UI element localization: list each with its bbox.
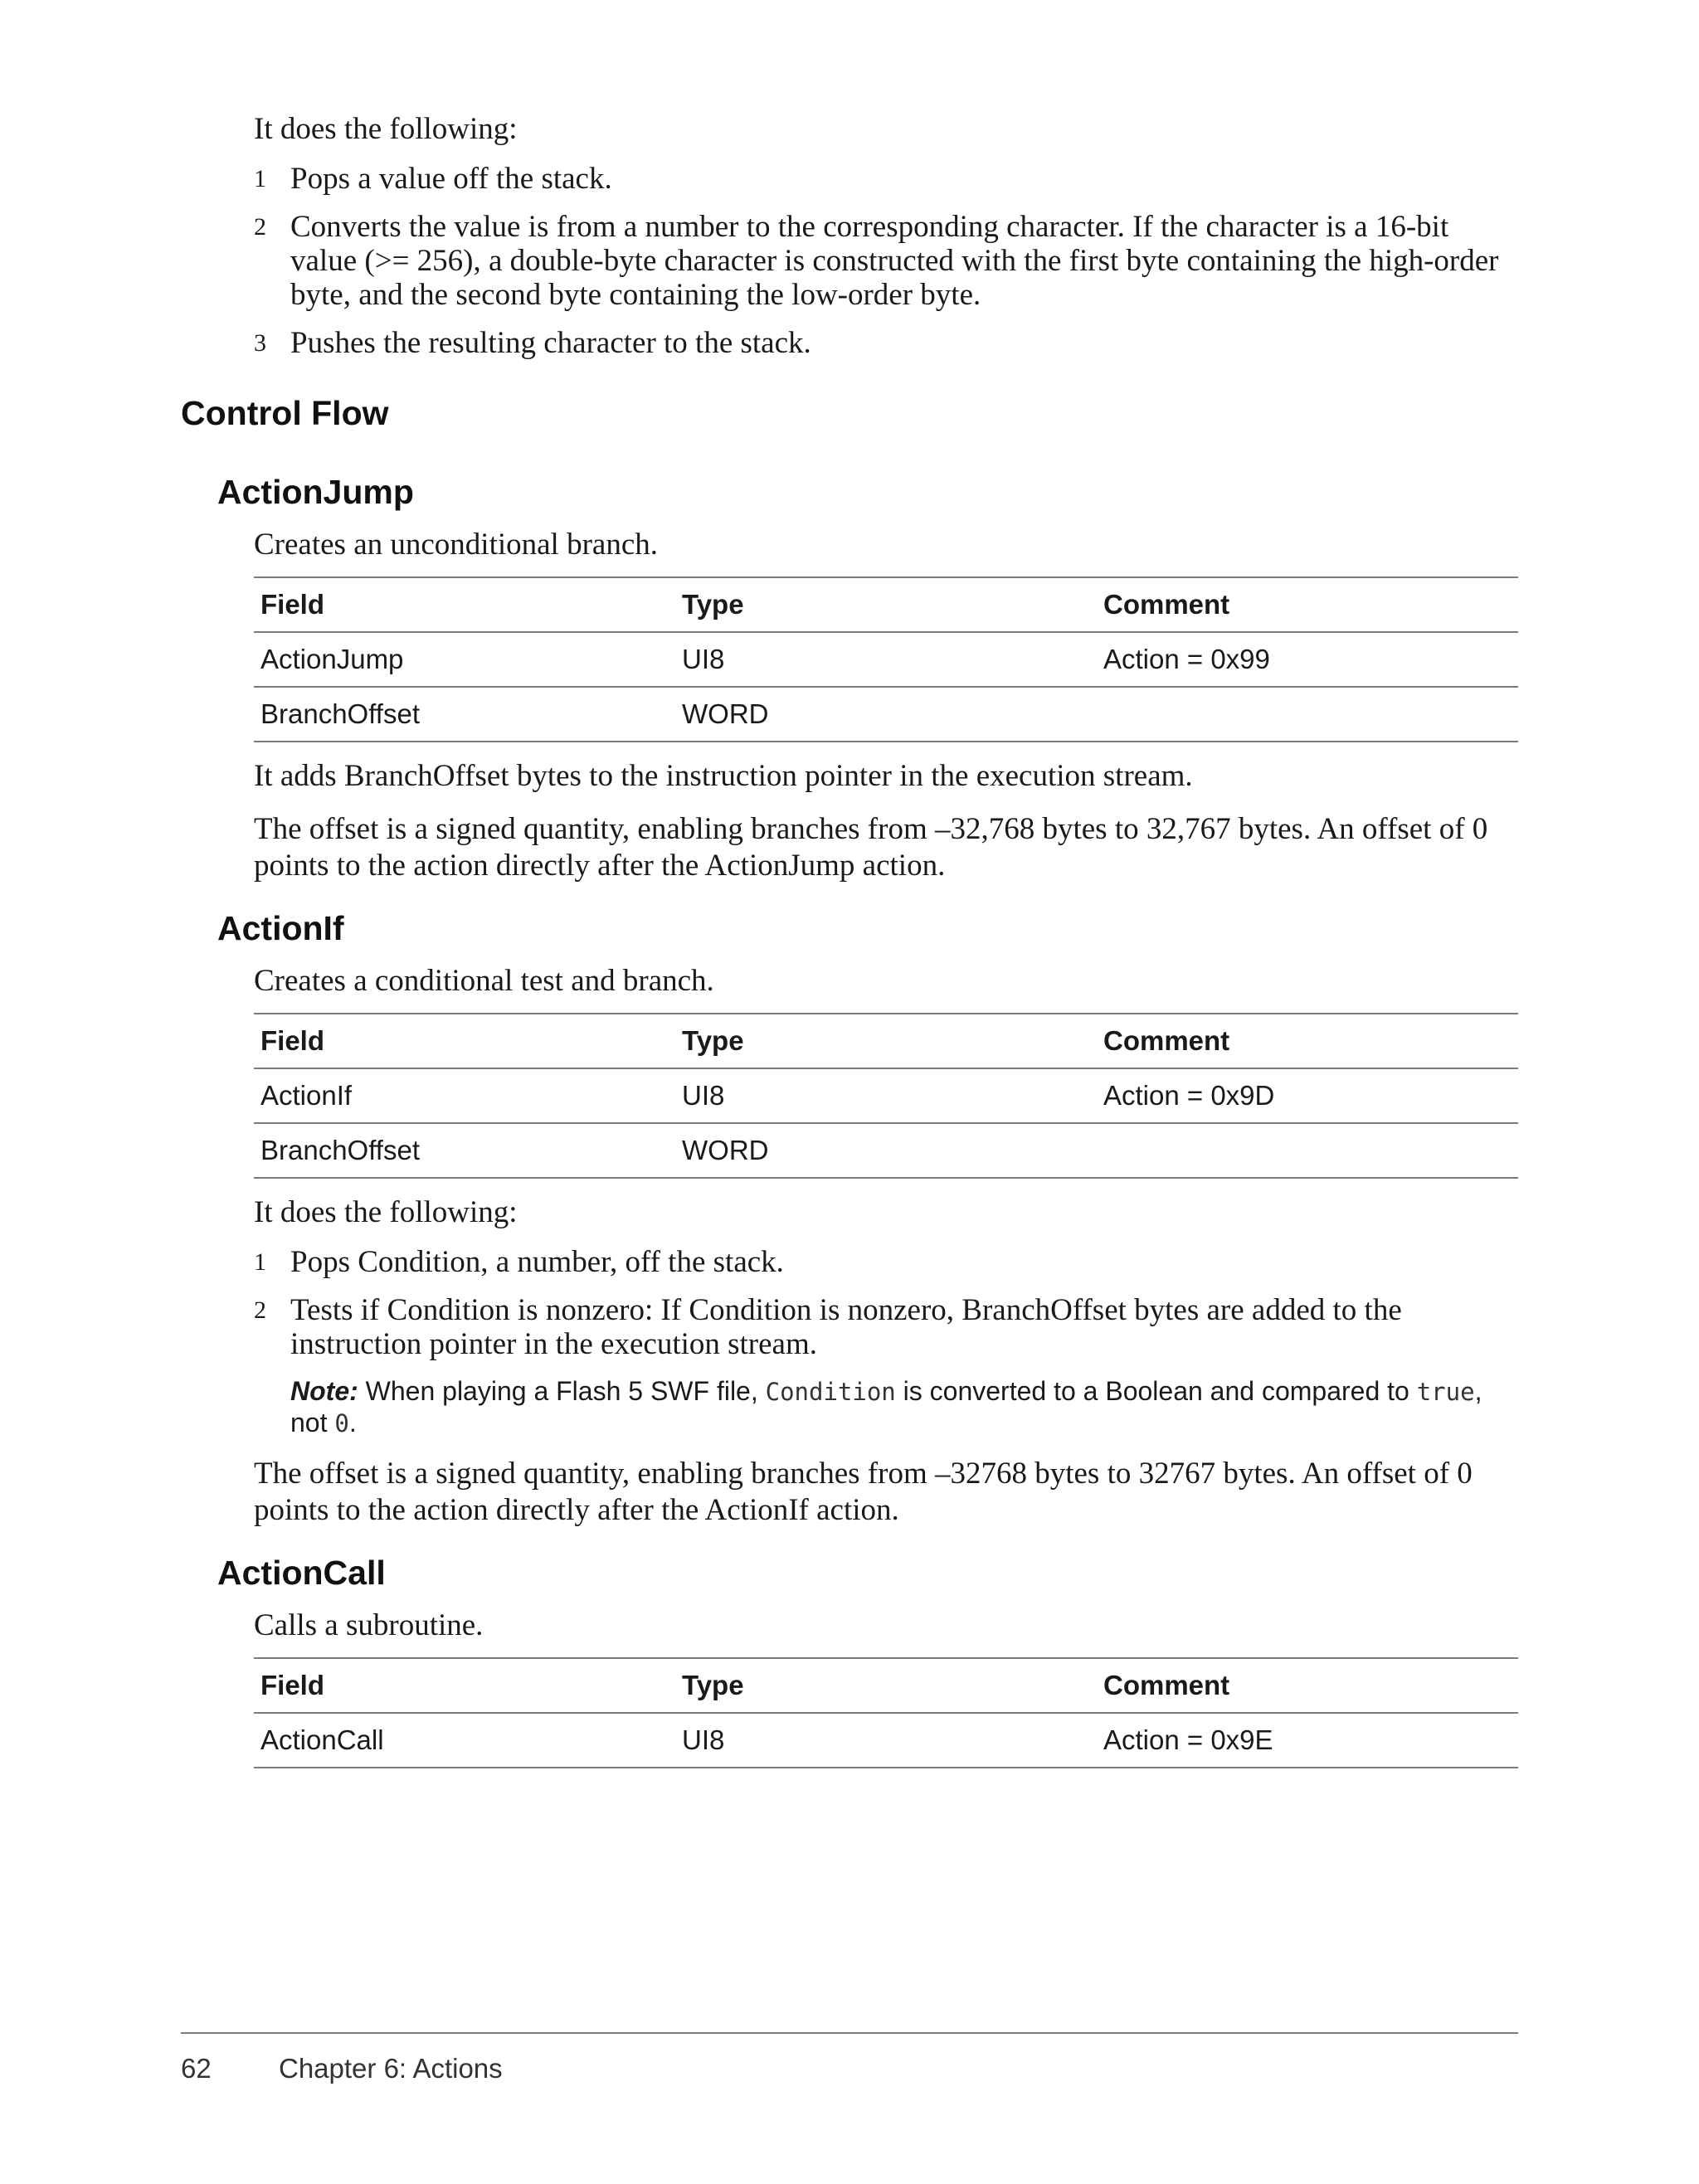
step-number: 1 (254, 165, 266, 192)
chapter-title: Chapter 6: Actions (279, 2053, 503, 2084)
table-header-row (254, 1658, 1518, 1713)
column-header-field: Field (254, 577, 675, 632)
note-text: . (348, 1408, 357, 1437)
list-item (254, 210, 1518, 312)
cell-comment (1097, 687, 1518, 742)
action-if-steps (254, 1245, 1518, 1361)
cell-field: BranchOffset (254, 687, 675, 742)
table-row (254, 632, 1518, 687)
action-jump-description: Creates an unconditional branch. (254, 528, 658, 562)
cell-type: WORD (675, 687, 1097, 742)
list-item (254, 162, 1518, 196)
cell-comment: Action = 0x9D (1097, 1068, 1518, 1123)
note-text: , not (290, 1376, 1482, 1437)
cell-comment (1097, 1123, 1518, 1178)
note-code-true: true (1416, 1378, 1475, 1406)
cell-field: ActionJump (254, 632, 675, 687)
step-text: Converts the value is from a number to the corresponding character. If the character is a 16-bit value (>= 256), a double-byte character is constructed with the first byte containing the high-order byte, and the second byte containing the low-order byte. (290, 210, 1499, 312)
action-if-heading: ActionIf (217, 909, 344, 947)
cell-comment: Action = 0x99 (1097, 632, 1518, 687)
cell-type: UI8 (675, 1713, 1097, 1768)
section-heading: Control Flow (181, 394, 389, 432)
cell-field: ActionCall (254, 1713, 675, 1768)
cell-type: WORD (675, 1123, 1097, 1178)
note-code-condition: Condition (765, 1378, 896, 1406)
column-header-comment: Comment (1097, 1658, 1518, 1713)
intro-steps (254, 162, 1518, 360)
column-header-field: Field (254, 1658, 675, 1713)
page-content (181, 111, 1518, 1768)
column-header-comment: Comment (1097, 1014, 1518, 1068)
table-row (254, 1713, 1518, 1768)
cell-field: BranchOffset (254, 1123, 675, 1178)
step-text: Pops a value off the stack. (290, 162, 612, 196)
column-header-field: Field (254, 1014, 675, 1068)
step-text: Pops Condition, a number, off the stack. (290, 1245, 784, 1279)
action-jump-paragraph-2: The offset is a signed quantity, enabling branches from –32,768 bytes to 32,767 bytes. An offset of 0 points to the action directly after the ActionJump action. (254, 812, 1488, 883)
action-jump-heading: ActionJump (217, 473, 414, 511)
cell-type: UI8 (675, 632, 1097, 687)
step-number: 2 (254, 213, 266, 241)
list-item (254, 326, 1518, 360)
list-item (254, 1293, 1518, 1361)
cell-field: ActionIf (254, 1068, 675, 1123)
table-header-row (254, 577, 1518, 632)
note-code-zero: 0 (334, 1409, 349, 1437)
list-item (254, 1245, 1518, 1279)
note-text: When playing a Flash 5 SWF file, (358, 1376, 766, 1406)
step-text: Tests if Condition is nonzero: If Condition is nonzero, BranchOffset bytes are added to the instruction pointer in the execution stream. (290, 1293, 1402, 1361)
step-number: 2 (254, 1296, 266, 1324)
column-header-type: Type (675, 577, 1097, 632)
step-number: 1 (254, 1248, 266, 1276)
table-header-row (254, 1014, 1518, 1068)
table-row (254, 1123, 1518, 1178)
action-if-paragraph: The offset is a signed quantity, enabling branches from –32768 bytes to 32767 bytes. An offset of 0 points to the action directly after the ActionIf action. (254, 1457, 1473, 1527)
action-jump-table (254, 576, 1518, 742)
action-if-description: Creates a conditional test and branch. (254, 964, 714, 998)
action-call-table (254, 1657, 1518, 1768)
page-footer (181, 2053, 503, 2084)
action-call-heading: ActionCall (217, 1554, 386, 1592)
note-callout (290, 1376, 1518, 1439)
action-jump-paragraph-1: It adds BranchOffset bytes to the instruction pointer in the execution stream. (254, 759, 1193, 793)
column-header-type: Type (675, 1014, 1097, 1068)
action-if-table (254, 1013, 1518, 1179)
cell-type: UI8 (675, 1068, 1097, 1123)
column-header-comment: Comment (1097, 577, 1518, 632)
action-call-description: Calls a subroutine. (254, 1608, 484, 1642)
table-row (254, 1068, 1518, 1123)
note-label: Note: (290, 1376, 358, 1406)
step-number: 3 (254, 329, 266, 357)
cell-comment: Action = 0x9E (1097, 1713, 1518, 1768)
table-row (254, 687, 1518, 742)
note-text: is converted to a Boolean and compared to (895, 1376, 1417, 1406)
action-if-lead: It does the following: (254, 1195, 518, 1229)
column-header-type: Type (675, 1658, 1097, 1713)
page-number: 62 (181, 2053, 212, 2084)
footer-divider (181, 2032, 1518, 2034)
step-text: Pushes the resulting character to the stack. (290, 326, 811, 360)
intro-lead: It does the following: (254, 112, 518, 146)
